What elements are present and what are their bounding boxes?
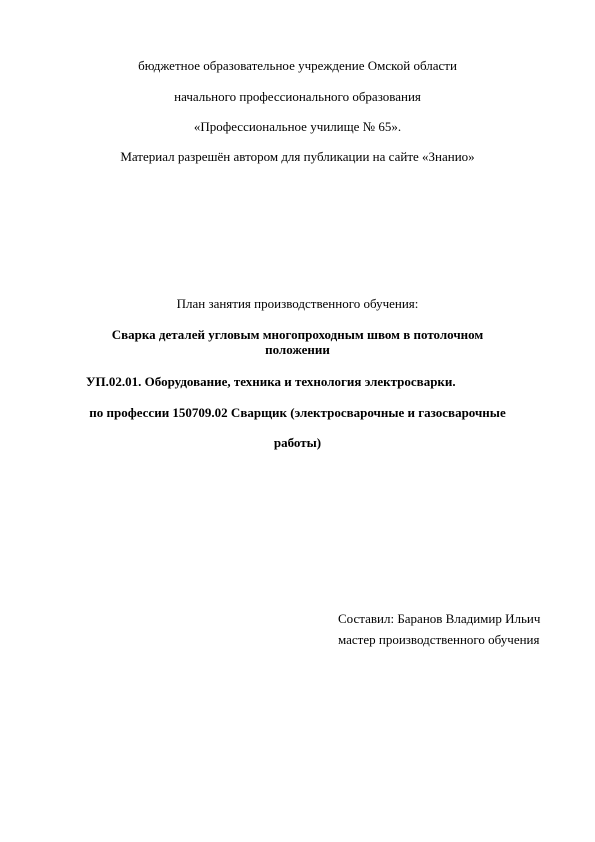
institution-line-2: начального профессионального образования <box>174 89 421 104</box>
author-name: Составил: Баранов Владимир Ильич <box>338 611 541 626</box>
profession-line-1: по профессии 150709.02 Сварщик (электросварочные и газосварочные <box>89 405 506 420</box>
plan-title: План занятия производственного обучения: <box>176 296 419 311</box>
author-position: мастер производственного обучения <box>338 632 540 647</box>
institution-line-1: бюджетное образовательное учреждение Омской области <box>138 58 457 73</box>
profession-line-2: работы) <box>273 435 322 450</box>
institution-line-3: «Профессиональное училище № 65». <box>193 119 402 134</box>
topic-line-1: Сварка деталей угловым многопроходным швом в потолочном <box>111 327 484 342</box>
module-code-line: УП.02.01. Оборудование, техника и технология электросварки. <box>86 374 456 389</box>
publication-permission-note: Материал разрешён автором для публикации на сайте «Знанио» <box>120 149 475 164</box>
topic-line-2: положении <box>265 342 330 357</box>
